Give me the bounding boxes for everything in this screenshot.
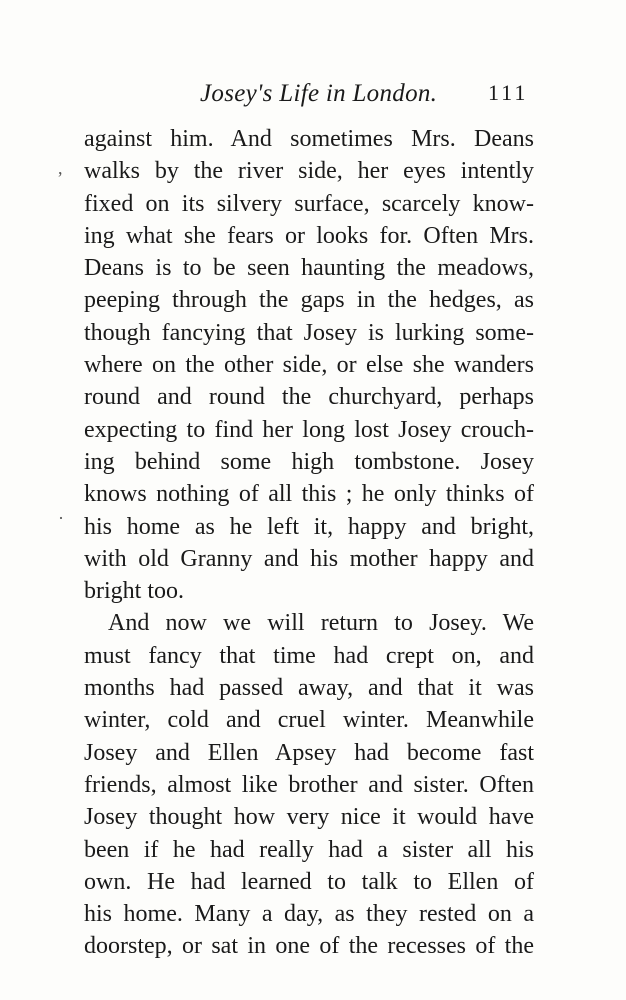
text-line: knows nothing of all this ; he only thinks of: [84, 481, 534, 508]
stray-mark: ,: [58, 158, 63, 178]
running-title: Josey's Life in London.: [200, 80, 438, 107]
text-line: ing what she fears or looks for. Often Mrs.: [84, 222, 534, 249]
text-line: Josey thought how very nice it would have: [84, 804, 534, 831]
text-line: walks by the river side, her eyes intently: [84, 158, 534, 185]
text-line: been if he had really had a sister all his: [84, 836, 534, 863]
text-line: Deans is to be seen haunting the meadows,: [84, 255, 534, 282]
text-line: months had passed away, and that it was: [84, 675, 534, 702]
text-line: with old Granny and his mother happy and: [84, 545, 534, 572]
running-head: [0, 80, 626, 114]
text-line: Josey and Ellen Apsey had become fast: [84, 739, 534, 766]
text-line: And now we will return to Josey. We: [108, 610, 534, 637]
stray-dot: ·: [58, 508, 64, 528]
text-line: his home as he left it, happy and bright,: [84, 513, 534, 540]
text-line: own. He had learned to talk to Ellen of: [84, 868, 534, 895]
text-line: doorstep, or sat in one of the recesses of the: [84, 933, 534, 960]
text-line: bright too.: [84, 578, 184, 605]
page-number: 111: [488, 80, 529, 105]
text-line: expecting to find her long lost Josey crouch-: [84, 416, 534, 443]
text-line: peeping through the gaps in the hedges, as: [84, 287, 534, 314]
text-line: ing behind some high tombstone. Josey: [84, 448, 534, 475]
text-line: must fancy that time had crept on, and: [84, 642, 534, 669]
text-line: against him. And sometimes Mrs. Deans: [84, 126, 534, 152]
text-line: winter, cold and cruel winter. Meanwhile: [84, 707, 534, 734]
text-line: friends, almost like brother and sister. Often: [84, 771, 534, 798]
body-text: [84, 123, 534, 963]
text-line: fixed on its silvery surface, scarcely know-: [84, 190, 534, 217]
text-line: though fancying that Josey is lurking some-: [84, 319, 534, 346]
text-line: his home. Many a day, as they rested on a: [84, 901, 534, 928]
text-line: where on the other side, or else she wanders: [84, 352, 534, 379]
text-line: round and round the churchyard, perhaps: [84, 384, 534, 411]
